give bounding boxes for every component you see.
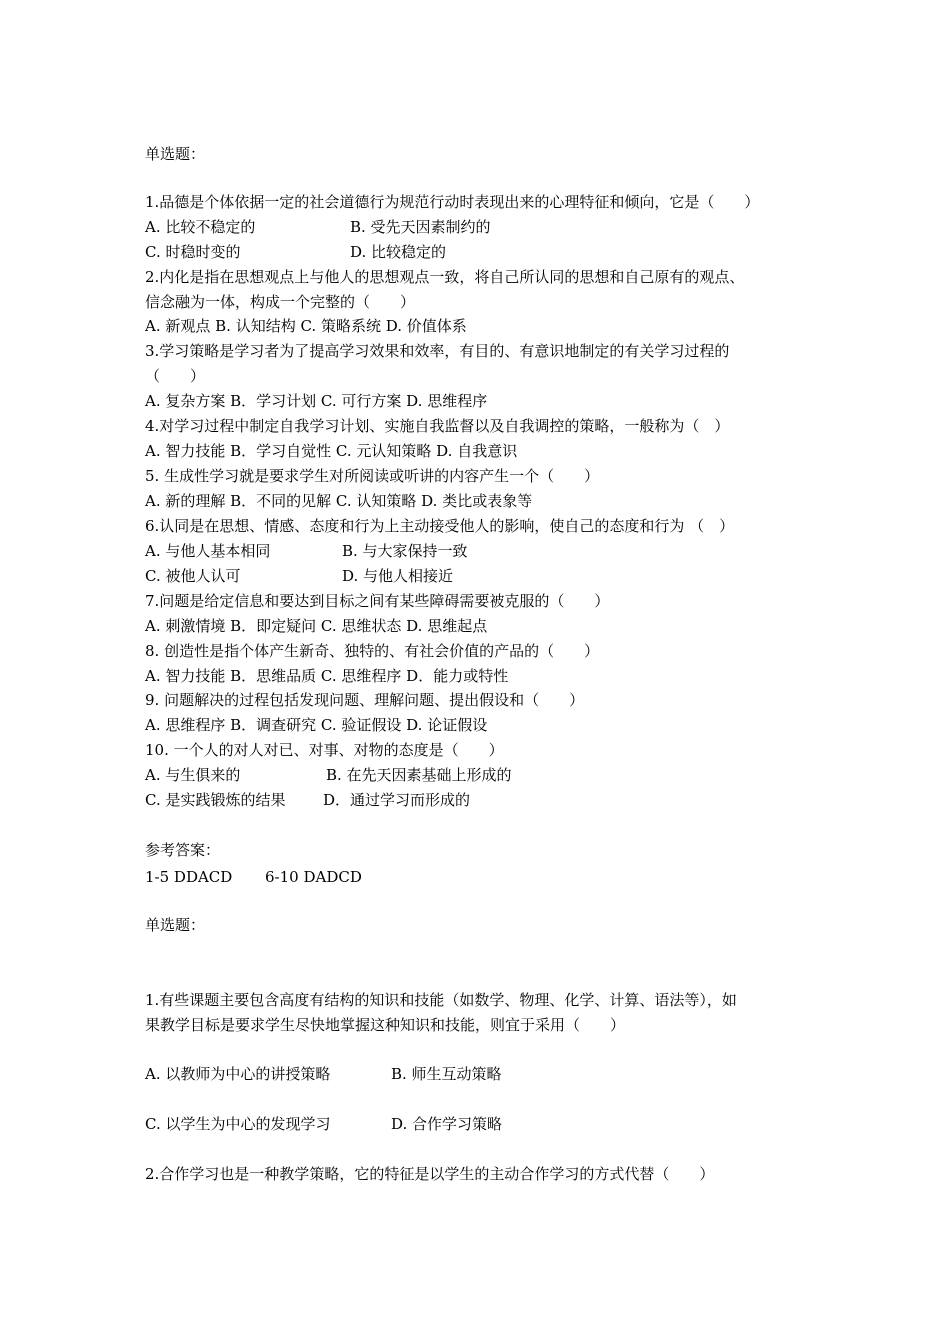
s2-question-2-line1: 2.合作学习也是一种教学策略，它的特征是以学生的主动合作学习的方式代替（ ） [145, 1165, 715, 1183]
s2-question-1-line1: 1.有些课题主要包含高度有结构的知识和技能（如数学、物理、化学、计算、语法等），如 [145, 991, 737, 1009]
question-2-line2: 信念融为一体，构成一个完整的（ ） [145, 293, 416, 311]
question-5-options: A. 新的理解 B．不同的见解 C. 认知策略 D. 类比或表象等 [145, 492, 533, 510]
question-10-option-c: C. 是实践锻炼的结果 [145, 791, 286, 809]
question-5: 5. 生成性学习就是要求学生对所阅读或听讲的内容产生一个（ ） [145, 467, 600, 485]
question-2-line1: 2.内化是指在思想观点上与他人的思想观点一致，将自己所认同的思想和自己原有的观点、 [145, 268, 745, 286]
question-8: 8. 创造性是指个体产生新奇、独特的、有社会价值的产品的（ ） [145, 642, 600, 660]
s2-question-1-option-a: A. 以教师为中心的讲授策略 [145, 1065, 331, 1083]
answer-1-5: 1-5 DDACD [145, 868, 233, 886]
question-3-line1: 3.学习策略是学习者为了提高学习效果和效率，有目的、有意识地制定的有关学习过程的 [145, 342, 730, 360]
question-3-options: A. 复杂方案 B．学习计划 C. 可行方案 D. 思维程序 [145, 392, 488, 410]
question-7-options: A. 刺激情境 B．即定疑问 C. 思维状态 D. 思维起点 [145, 617, 488, 635]
question-1-option-d: D. 比较稳定的 [350, 243, 447, 261]
question-8-options: A. 智力技能 B．思维品质 C. 思维程序 D．能力或特性 [145, 667, 509, 685]
question-10-option-b: B. 在先天因素基础上形成的 [326, 766, 512, 784]
question-1: 1.品德是个体依据一定的社会道德行为规范行动时表现出来的心理特征和倾向，它是（ ） [145, 193, 760, 211]
question-9: 9. 问题解决的过程包括发现问题、理解问题、提出假设和（ ） [145, 691, 585, 709]
question-6-option-b: B. 与大家保持一致 [342, 542, 468, 560]
answer-6-10: 6-10 DADCD [265, 868, 362, 886]
question-10: 10. 一个人的对人对已、对事、对物的态度是（ ） [145, 741, 504, 759]
question-9-options: A. 思维程序 B．调查研究 C. 验证假设 D. 论证假设 [145, 716, 488, 734]
s2-question-1-option-c: C. 以学生为中心的发现学习 [145, 1115, 331, 1133]
s2-question-1-line2: 果教学目标是要求学生尽快地掌握这种知识和技能，则宜于采用（ ） [145, 1016, 626, 1034]
question-1-option-c: C. 时稳时变的 [145, 243, 241, 261]
question-6-option-a: A. 与他人基本相同 [145, 542, 271, 560]
section2-heading: 单选题： [145, 916, 206, 934]
question-10-option-a: A. 与生俱来的 [145, 766, 241, 784]
s2-question-1-option-b: B. 师生互动策略 [391, 1065, 502, 1083]
question-10-option-d: D．通过学习而形成的 [323, 791, 471, 809]
question-7: 7.问题是给定信息和要达到目标之间有某些障碍需要被克服的（ ） [145, 592, 610, 610]
s2-question-1-option-d: D. 合作学习策略 [391, 1115, 503, 1133]
question-2-options: A. 新观点 B. 认知结构 C. 策略系统 D. 价值体系 [145, 317, 467, 335]
question-3-line2: （ ） [145, 367, 206, 385]
question-1-option-b: B. 受先天因素制约的 [350, 218, 491, 236]
question-6-option-d: D. 与他人相接近 [342, 567, 454, 585]
section1-heading: 单选题： [145, 145, 206, 163]
question-4: 4.对学习过程中制定自我学习计划、实施自我监督以及自我调控的策略，一般称为（ ） [145, 417, 730, 435]
question-6: 6.认同是在思想、情感、态度和行为上主动接受他人的影响，使自己的态度和行为 （ ） [145, 517, 735, 535]
question-6-option-c: C. 被他人认可 [145, 567, 241, 585]
question-4-options: A. 智力技能 B．学习自觉性 C. 元认知策略 D. 自我意识 [145, 442, 518, 460]
question-1-option-a: A. 比较不稳定的 [145, 218, 256, 236]
answer-heading: 参考答案： [145, 841, 221, 859]
